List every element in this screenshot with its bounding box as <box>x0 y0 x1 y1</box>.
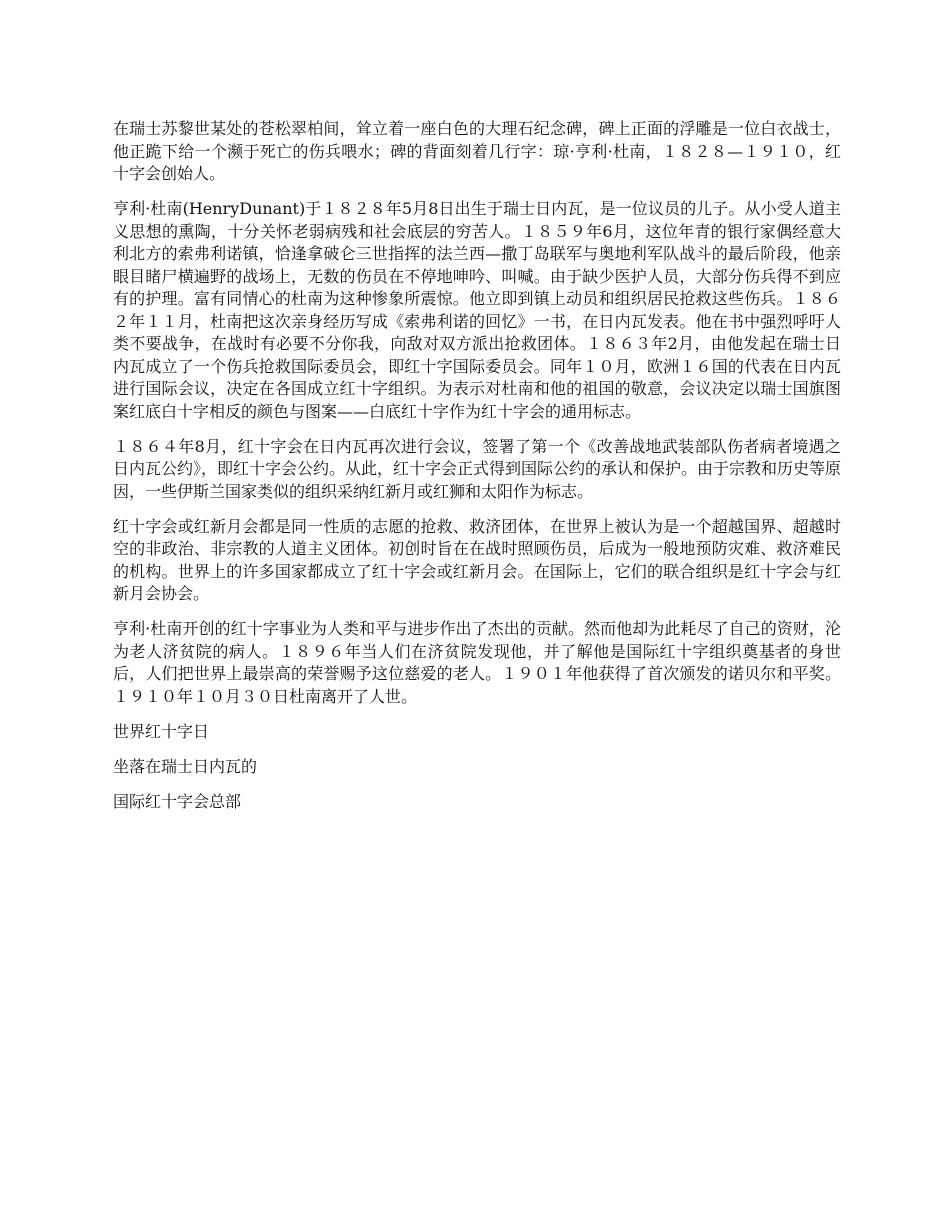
document-body <box>113 118 841 826</box>
caption-geneva-location: 坐落在瑞士日内瓦的 <box>113 756 258 776</box>
heading-world-red-cross-day: 世界红十字日 <box>113 721 210 741</box>
caption-icrc-headquarters: 国际红十字会总部 <box>113 791 242 811</box>
paragraph-red-crescent: 红十字会或红新月会都是同一性质的志愿的抢救、救济团体，在世界上被认为是一个超越国界、超越时空的非政治、非宗教的人道主义团体。初创时旨在在战时照顾伤员，后成为一般地预防灾难、救济难民的机构。世界上的许多国家都成立了红十字会或红新月会。在国际上，它们的联合组织是红十字会与红新月会协会。 <box>113 516 841 603</box>
paragraph-monument: 在瑞士苏黎世某处的苍松翠柏间，耸立着一座白色的大理石纪念碑，碑上正面的浮雕是一位白衣战士，他正跪下给一个濒于死亡的伤兵喂水；碑的背面刻着几行字：琼·亨利·杜南，１８２８—１９１０，红十字会创始人。 <box>113 119 841 183</box>
paragraph-dunant-biography: 亨利·杜南(HenryDunant)于１８２８年5月8日出生于瑞士日内瓦，是一位议员的儿子。从小受人道主义思想的熏陶，十分关怀老弱病残和社会底层的穷苦人。１８５９年6月，这位年青的银行家偶经意大利北方的索弗利诺镇，恰逢拿破仑三世指挥的法兰西—撒丁岛联军与奥地利军队战斗的最后阶段，他亲眼目睹尸横遍野的战场上，无数的伤员在不停地呻吟、叫喊。由于缺少医护人员，大部分伤兵得不到应有的护理。富有同情心的杜南为这种惨象所震惊。他立即到镇上动员和组织居民抢救这些伤兵。１８６２年１１月，杜南把这次亲身经历写成《索弗利诺的回忆》一书，在日内瓦发表。他在书中强烈呼吁人类不要战争，在战时有必要不分你我，向敌对双方派出抢救团体。１８６３年2月，由他发起在瑞士日内瓦成立了一个伤兵抢救国际委员会，即红十字国际委员会。同年１０月，欧洲１６国的代表在日内瓦进行国际会议，决定在各国成立红十字组织。为表示对杜南和他的祖国的敬意，会议决定以瑞士国旗图案红底白十字相反的颜色与图案——白底红十字作为红十字会的通用标志。 <box>113 199 841 421</box>
paragraph-geneva-convention: １８６４年8月，红十字会在日内瓦再次进行会议，签署了第一个《改善战地武装部队伤者病者境遇之日内瓦公约》，即红十字会公约。从此，红十字会正式得到国际公约的承认和保护。由于宗教和历史等原因，一些伊斯兰国家类似的组织采纳红新月或红狮和太阳作为标志。 <box>113 436 842 501</box>
paragraph-nobel-prize: 亨利·杜南开创的红十字事业为人类和平与进步作出了杰出的贡献。然而他却为此耗尽了自己的资财，沦为老人济贫院的病人。１８９６年当人们在济贫院发现他，并了解他是国际红十字组织奠基者的身世后，人们把世界上最崇高的荣誉赐予这位慈爱的老人。１９０１年他获得了首次颁发的诺贝尔和平奖。１９１０年１０月３０日杜南离开了人世。 <box>113 619 841 706</box>
